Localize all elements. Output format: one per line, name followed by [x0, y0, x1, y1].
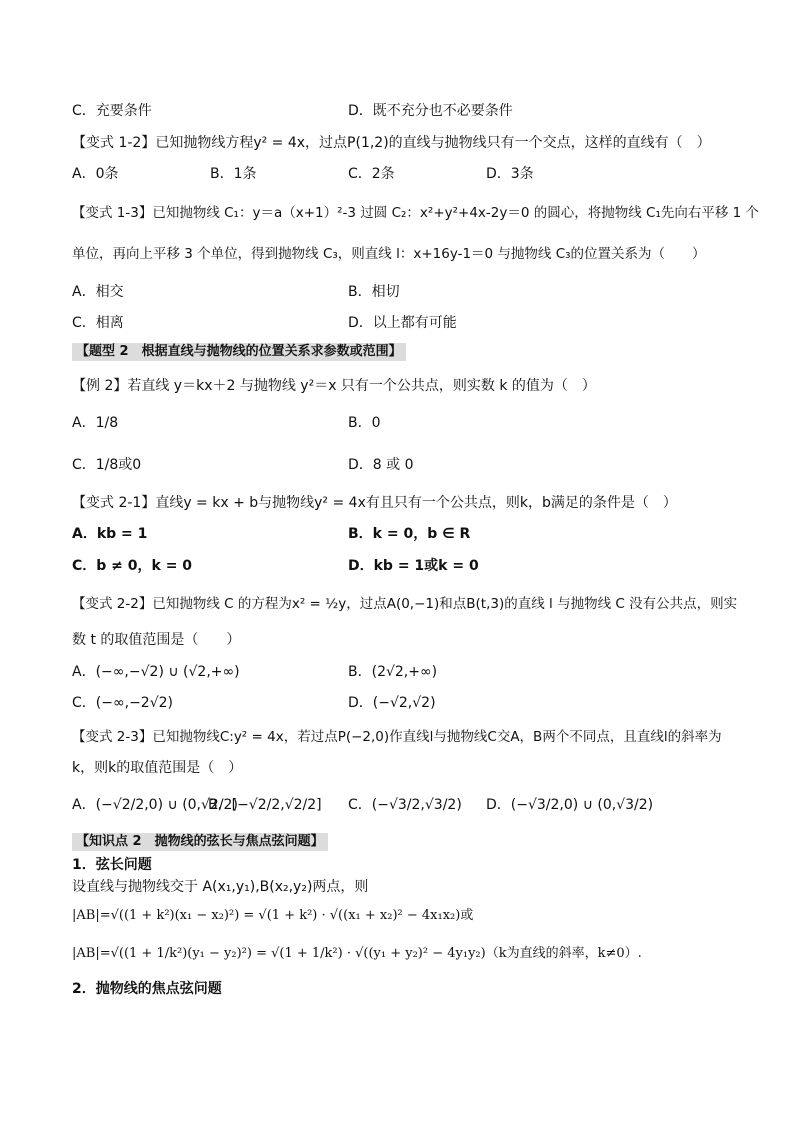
question-stem-continued: k，则k的取值范围是（ ）: [72, 760, 243, 776]
option-b: B．0: [348, 415, 381, 431]
option-a: A．(−√2/2,0) ∪ (0,√2/2): [72, 797, 238, 813]
option-b: B．1条: [210, 166, 257, 182]
option-c: C．b ≠ 0，k = 0: [72, 558, 193, 574]
section-header: 【题型 2 根据直线与抛物线的位置关系求参数或范围】: [72, 343, 406, 361]
option-a: A．相交: [72, 284, 124, 300]
option-c: C．充要条件: [72, 103, 152, 119]
formula-chord-length-y: |AB|=√((1 + 1/k²)(y₁ − y₂)²) = √(1 + 1/k²) · √((y₁ + y₂)² − 4y₁y₂)（k为直线的斜率，k≠0）.: [72, 946, 642, 961]
option-a: A．kb = 1: [72, 526, 148, 542]
option-c: C．(−√3/2,√3/2): [348, 797, 462, 813]
option-c: C．(−∞,−2√2): [72, 695, 174, 711]
paragraph: 设直线与抛物线交于 A(x₁,y₁),B(x₂,y₂)两点，则: [72, 879, 369, 895]
option-d: D．以上都有可能: [348, 315, 457, 331]
option-b: B．[−√2/2,√2/2]: [208, 797, 322, 813]
question-stem-continued: 单位，再向上平移 3 个单位，得到抛物线 C₃，则直线 l：x+16y-1＝0 与抛物线 C₃的位置关系为（ ）: [72, 246, 706, 262]
option-d: D．(−√3/2,0) ∪ (0,√3/2): [486, 797, 654, 813]
option-d: D．既不充分也不必要条件: [348, 103, 513, 119]
subheading: 2．抛物线的焦点弦问题: [72, 981, 222, 997]
option-d: D．3条: [486, 166, 534, 182]
option-d: D．kb = 1或k = 0: [348, 558, 479, 574]
option-d: D．(−√2,√2): [348, 695, 436, 711]
question-stem: 【变式 2-2】已知抛物线 C 的方程为x² = ½y，过点A(0,−1)和点B(t,3)的直线 l 与抛物线 C 没有公共点，则实: [72, 596, 738, 612]
question-stem: 【例 2】若直线 y＝kx＋2 与抛物线 y²＝x 只有一个公共点，则实数 k 的值为（ ）: [72, 378, 596, 394]
question-stem-continued: 数 t 的取值范围是（ ）: [72, 632, 241, 648]
formula-chord-length-x: |AB|=√((1 + k²)(x₁ − x₂)²) = √(1 + k²) · √((x₁ + x₂)² − 4x₁x₂)或: [72, 908, 474, 923]
question-stem: 【变式 1-3】已知抛物线 C₁：y＝a（x+1）²-3 过圆 C₂：x²+y²+4x-2y＝0 的圆心，将抛物线 C₁先向右平移 1 个: [72, 205, 760, 221]
question-stem: 【变式 1-2】已知抛物线方程y² = 4x，过点P(1,2)的直线与抛物线只有一个交点，这样的直线有（ ）: [72, 135, 711, 151]
option-b: B．k = 0，b ∈ R: [348, 526, 471, 542]
option-a: A．0条: [72, 166, 119, 182]
option-b: B．相切: [348, 284, 400, 300]
option-c: C．相离: [72, 315, 124, 331]
section-header: 【知识点 2 抛物线的弦长与焦点弦问题】: [72, 833, 328, 851]
option-c: C．2条: [348, 166, 395, 182]
option-d: D．8 或 0: [348, 457, 414, 473]
option-a: A．(−∞,−√2) ∪ (√2,+∞): [72, 664, 240, 680]
option-c: C．1/8或0: [72, 457, 142, 473]
option-b: B．(2√2,+∞): [348, 664, 438, 680]
subheading: 1．弦长问题: [72, 857, 152, 873]
option-a: A．1/8: [72, 415, 119, 431]
question-stem: 【变式 2-3】已知抛物线C:y² = 4x，若过点P(−2,0)作直线l与抛物线C交A，B两个不同点，且直线l的斜率为: [72, 729, 722, 745]
question-stem: 【变式 2-1】直线y = kx + b与抛物线y² = 4x有且只有一个公共点，则k，b满足的条件是（ ）: [72, 495, 677, 511]
